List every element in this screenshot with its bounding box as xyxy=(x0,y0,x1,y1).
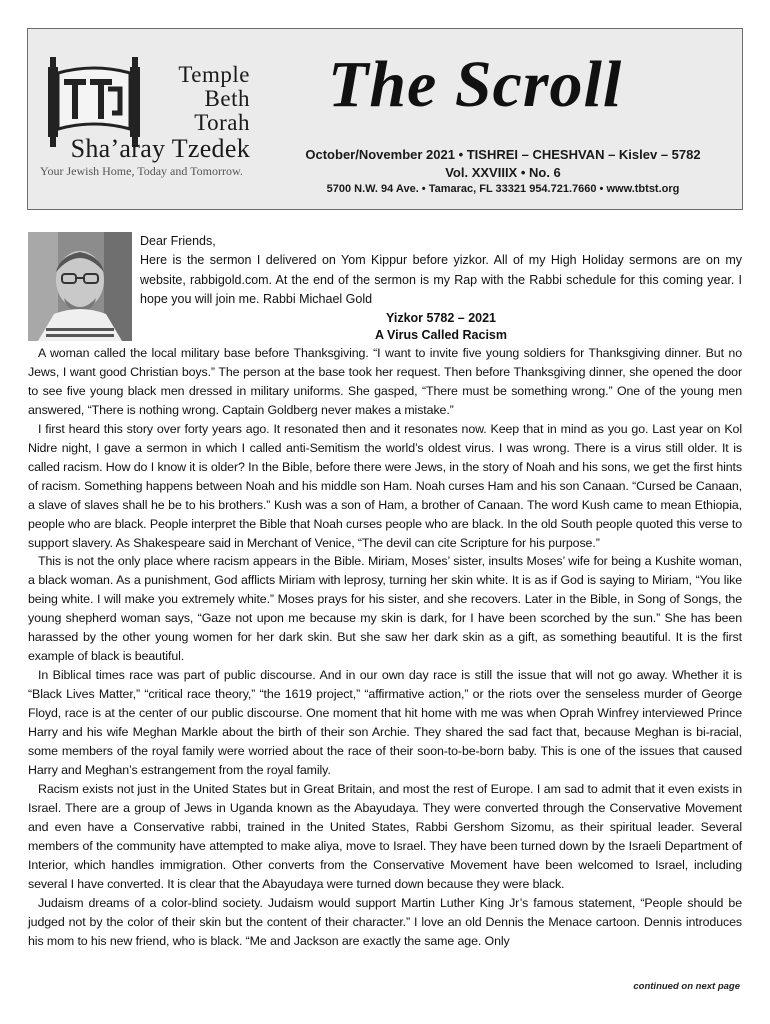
masthead xyxy=(27,28,743,210)
sermon-title: A Virus Called Racism xyxy=(374,328,507,342)
temple-name-line-4: Sha’aray Tzedek xyxy=(70,134,250,163)
temple-name-line-2: Beth xyxy=(204,86,250,111)
sermon-paragraph-5: Racism exists not just in the United States but in Great Britain, and most the rest of Europe. I am sad to admit that it even exists in Israel. There are a group of Jews in Uganda known as the Abayudaya. They were converted through the Conservative Movement and even have a Conservative rabbi, trained in the United States, Rabbi Gershom Sizomu, as their spiritual leader. Several members of the community have attempted to make aliya, move to Israel. They have been turned down by the Israeli Department of Interior, which handles immigration. Other converts from the Conservative Movement have been welcomed to Israel, including several I have converted. It is clear that the Abayudaya were turned down because they were black. xyxy=(28,781,742,891)
intro-letter xyxy=(140,232,742,309)
sermon-paragraph-1: A woman called the local military base before Thanksgiving. “I want to invite five young soldiers for Thanksgiving dinner. But no Jews, I want good Christian boys.” The person at the base took her request. Then before Thanksgiving dinner, she opened the door to see five young black men dressed in military uniforms. She gasped, “There must be something wrong.” One of the young men answered, “There is nothing wrong. Captain Goldberg never makes a mistake.” xyxy=(28,346,742,417)
sermon-paragraph-6: Judaism dreams of a color-blind society. Judaism would support Martin Luther King Jr’s famous statement, “People should be judged not by the color of their skin but the content of their character.” I love an old Dennis the Menace cartoon. Dennis introduces his mom to his new friend, who is black. “Me and Jackson are exactly the same age. Only xyxy=(28,895,742,948)
intro-greeting: Dear Friends, xyxy=(140,234,216,248)
temple-name-line-3: Torah xyxy=(194,110,250,135)
newsletter-title: The Scroll xyxy=(328,48,623,121)
sermon-paragraph-3: This is not the only place where racism appears in the Bible. Miriam, Moses’ sister, insults Moses’ wife for being a Kushite woman, a black woman. As a punishment, God afflicts Miriam with leprosy, turning her skin white. It is as if God is saying to Miriam, “You like being white. I will make you extremely white.” Moses prays for his sister, and she recovers. Later in the Bible, in Song of Songs, the young shepherd woman says, “Gaze not upon me because my skin is dark, for I have been scorched by the sun.” She has been harassed by the other young women for her dark skin. But she saw her dark skin as a gift, as something beautiful. It is the first example of black is beautiful. xyxy=(28,554,742,664)
temple-name-line-1: Temple xyxy=(178,62,250,87)
issue-volume-line: Vol. XXVIIIX • No. 6 xyxy=(445,165,561,180)
sermon-paragraph-4: In Biblical times race was part of public discourse. And in our own day race is still the issue that will not go away. Whether it is “Black Lives Matter,” “critical race theory,” “the 1619 project,” “affirmative action,” or the riots over the senseless murder of George Floyd, race is at the center of our public discourse. One moment that hit home with me was when Oprah Winfrey interviewed Prince Harry and his wife Meghan Markle about the birth of their son Archie. They shared the sad fact that, because Meghan is bi-racial, some members of the royal family were worried about the race of their soon-to-be-born baby. This is one of the issues that caused Harry and Meghan’s estrangement from the royal family. xyxy=(28,668,742,777)
temple-name xyxy=(42,63,250,163)
continued-note: continued on next page xyxy=(633,981,740,992)
issue-date-line: October/November 2021 • TISHREI – CHESHVAN – Kislev – 5782 xyxy=(305,147,701,162)
sermon-paragraph-2: I first heard this story over forty years ago. It resonated then and it resonates now. Keep that in mind as you go. Last year on Kol Nidre night, I gave a sermon in which I called anti-Semitism the world’s oldest virus. I was wrong. There is a virus still older. It is called racism. How do I know it is older? In the Bible, before there were Jews, in the story of Noah and his sons, we get the first hints of racism. Something happens between Noah and his middle son Ham. Noah curses Ham and his son Canaan. “Cursed be Canaan, a slave of slaves shall he be to his brothers.” Kush was a son of Ham, a brother of Canaan. The word Kush came to mean Ethiopia, people who are black. People interpret the Bible that Noah curses people who are black. In the old South people quoted this verse to support slavery. As Shakespeare said in Merchant of Venice, “The devil can cite Scripture for his purpose.” xyxy=(28,421,742,550)
rabbi-portrait-image xyxy=(28,232,132,341)
rabbi-photo xyxy=(28,232,132,341)
address-line: 5700 N.W. 94 Ave. • Tamarac, FL 33321 954.721.7660 • www.tbtst.org xyxy=(326,183,680,195)
tagline: Your Jewish Home, Today and Tomorrow. xyxy=(40,164,243,178)
sermon-body xyxy=(28,344,742,951)
sermon-heading: Yizkor 5782 – 2021 xyxy=(385,311,497,325)
intro-paragraph: Here is the sermon I delivered on Yom Kippur before yizkor. All of my High Holiday sermons are on my website, rabbigold.com. At the end of the sermon is my Rap with the Rabbi schedule for this coming year. I hope you will join me. Rabbi Michael Gold xyxy=(140,253,742,306)
